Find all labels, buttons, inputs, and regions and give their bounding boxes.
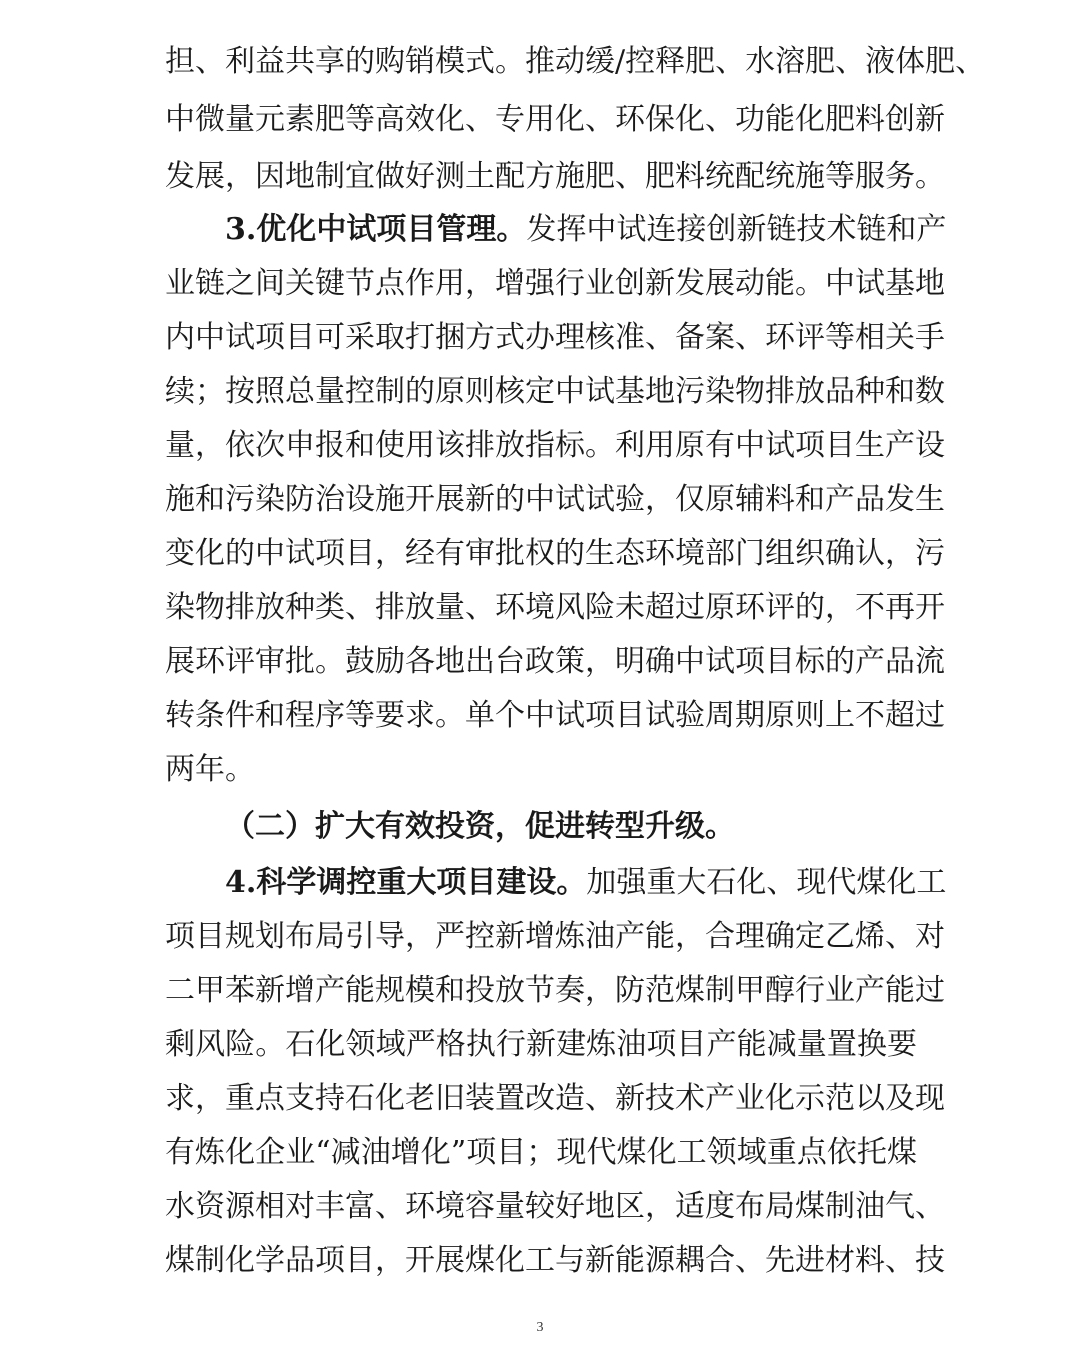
- body-text-line: 剩风险。石化领域严格执行新建炼油项目产能减量置换要: [165, 1027, 917, 1062]
- body-text-line: 发展，因地制宜做好测土配方施肥、肥料统配统施等服务。: [165, 159, 945, 194]
- body-text-line: 项目规划布局引导，严控新增炼油产能，合理确定乙烯、对: [165, 919, 945, 954]
- numbered-paragraph-first-line: [225, 855, 947, 911]
- body-text-line: 展环评审批。鼓励各地出台政策，明确中试项目标的产品流: [165, 644, 945, 679]
- numbered-paragraph-first-line: [225, 202, 947, 258]
- body-text-line: 转条件和程序等要求。单个中试项目试验周期原则上不超过: [165, 698, 945, 733]
- page-number: 3: [536, 1320, 544, 1335]
- body-text-line: 二甲苯新增产能规模和投放节奏，防范煤制甲醇行业产能过: [165, 973, 945, 1008]
- body-text-line: 内中试项目可采取打捆方式办理核准、备案、环评等相关手: [165, 320, 945, 355]
- section-heading: （二）扩大有效投资，促进转型升级。: [225, 809, 735, 844]
- body-text: 发挥中试连接创新链技术链和产: [526, 212, 947, 247]
- body-text-line: 续；按照总量控制的原则核定中试基地污染物排放品种和数: [165, 374, 945, 409]
- body-text-line: 有炼化企业“减油增化”项目；现代煤化工领域重点依托煤: [165, 1135, 917, 1170]
- body-text-line: 水资源相对丰富、环境容量较好地区，适度布局煤制油气、: [165, 1189, 945, 1224]
- item-heading: 3.优化中试项目管理。: [225, 212, 527, 247]
- body-text-line: 求，重点支持石化老旧装置改造、新技术产业化示范以及现: [165, 1081, 945, 1116]
- body-text-line: 业链之间关键节点作用，增强行业创新发展动能。中试基地: [165, 266, 945, 301]
- body-text-line: 担、利益共享的购销模式。推动缓/控释肥、水溶肥、液体肥、: [165, 44, 986, 79]
- item-heading: 4.科学调控重大项目建设。: [225, 865, 587, 900]
- body-text-line: 染物排放种类、排放量、环境风险未超过原环评的，不再开: [165, 590, 945, 625]
- body-text-line: 煤制化学品项目，开展煤化工与新能源耦合、先进材料、技: [165, 1243, 945, 1278]
- body-text: 加强重大石化、现代煤化工: [586, 865, 947, 900]
- body-text-line: 两年。: [165, 752, 255, 787]
- body-text-line: 量，依次申报和使用该排放指标。利用原有中试项目生产设: [165, 428, 945, 463]
- body-text-line: 变化的中试项目，经有审批权的生态环境部门组织确认，污: [165, 536, 945, 571]
- body-text-line: 施和污染防治设施开展新的中试试验，仅原辅料和产品发生: [165, 482, 945, 517]
- body-text-line: 中微量元素肥等高效化、专用化、环保化、功能化肥料创新: [165, 102, 945, 137]
